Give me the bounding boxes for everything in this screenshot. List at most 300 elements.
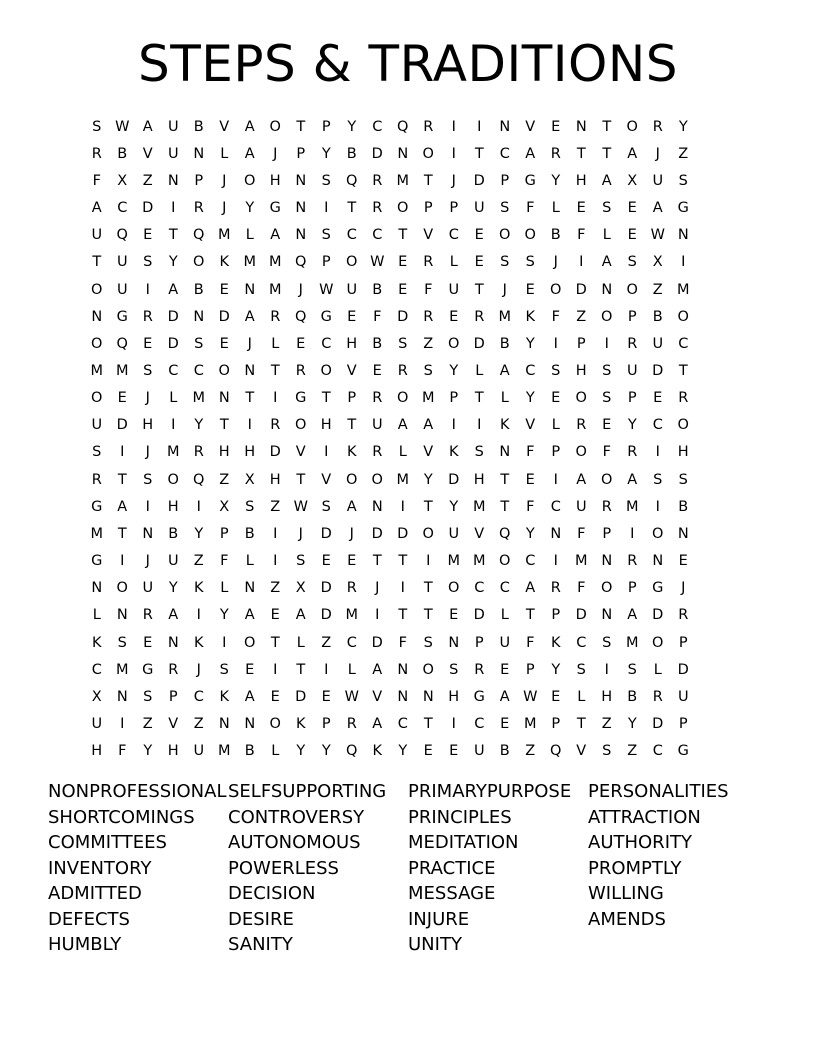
grid-letter: N xyxy=(116,688,128,705)
grid-letter: I xyxy=(400,498,405,515)
grid-letter: L xyxy=(577,688,586,705)
grid-letter: O xyxy=(448,580,460,597)
grid-letter: C xyxy=(525,553,536,570)
grid-letter: R xyxy=(193,444,204,461)
grid-letter: D xyxy=(473,172,485,189)
grid-letter: U xyxy=(473,743,485,760)
grid-letter: O xyxy=(269,716,281,733)
grid-letter: L xyxy=(220,580,229,597)
grid-letter: L xyxy=(449,254,458,271)
grid-letter: P xyxy=(321,716,331,733)
grid-letter: R xyxy=(372,390,383,407)
grid-letter: C xyxy=(448,227,459,244)
grid-letter: D xyxy=(371,145,383,162)
word-column xyxy=(588,779,768,958)
grid-letter: S xyxy=(576,661,586,678)
grid-letter: I xyxy=(451,118,456,135)
grid-letter: E xyxy=(627,200,637,217)
grid-row xyxy=(84,412,696,439)
grid-letter: P xyxy=(551,716,561,733)
grid-letter: D xyxy=(320,580,332,597)
grid-letter: L xyxy=(271,335,280,352)
grid-letter: C xyxy=(678,335,689,352)
grid-letter: B xyxy=(678,498,689,515)
grid-letter: P xyxy=(525,661,535,678)
grid-letter: T xyxy=(602,145,612,162)
word-list-item: COMMITTEES xyxy=(48,832,167,853)
grid-letter: J xyxy=(553,254,558,271)
grid-letter: O xyxy=(346,471,358,488)
grid-letter: P xyxy=(321,254,331,271)
grid-letter: R xyxy=(372,172,383,189)
grid-letter: D xyxy=(677,661,689,678)
grid-letter: B xyxy=(499,743,510,760)
grid-letter: P xyxy=(551,444,561,461)
word-list-item: CONTROVERSY xyxy=(228,806,365,828)
grid-letter: U xyxy=(91,716,103,733)
grid-letter: M xyxy=(676,281,690,298)
grid-letter: S xyxy=(321,172,331,189)
grid-letter: N xyxy=(397,688,409,705)
grid-letter: K xyxy=(448,444,459,461)
grid-letter: M xyxy=(217,743,231,760)
grid-letter: A xyxy=(627,471,638,488)
grid-letter: U xyxy=(193,743,205,760)
grid-letter: D xyxy=(652,362,664,379)
grid-letter: U xyxy=(116,254,128,271)
grid-letter: S xyxy=(321,498,331,515)
grid-letter: T xyxy=(398,607,408,624)
grid-letter: N xyxy=(601,281,613,298)
grid-letter: E xyxy=(551,688,561,705)
grid-letter: W xyxy=(344,688,359,705)
grid-letter: Z xyxy=(270,498,281,515)
grid-letter: K xyxy=(372,743,382,760)
grid-letter: T xyxy=(474,145,484,162)
grid-letter: A xyxy=(372,661,383,678)
grid-letter: C xyxy=(168,362,179,379)
grid-letter: I xyxy=(451,145,456,162)
grid-letter: V xyxy=(295,444,306,461)
grid-letter: F xyxy=(577,525,586,542)
grid-row xyxy=(84,276,696,303)
grid-letter: F xyxy=(373,308,382,325)
grid-letter: Y xyxy=(398,743,408,760)
grid-letter: E xyxy=(347,308,357,325)
grid-letter: A xyxy=(142,118,153,135)
grid-letter: E xyxy=(398,254,408,271)
grid-letter: Q xyxy=(116,227,128,244)
grid-letter: Q xyxy=(550,743,562,760)
grid-letter: L xyxy=(653,661,662,678)
grid-letter: I xyxy=(375,607,380,624)
grid-letter: U xyxy=(116,281,128,298)
grid-letter: U xyxy=(499,634,511,651)
grid-letter: M xyxy=(268,254,282,271)
grid-letter: N xyxy=(142,525,154,542)
grid-letter: Z xyxy=(525,743,536,760)
word-list-item: PRIMARYPURPOSE xyxy=(408,781,572,802)
grid-letter: I xyxy=(477,118,482,135)
grid-letter: Y xyxy=(321,743,331,760)
grid-letter: U xyxy=(91,417,103,434)
grid-letter: N xyxy=(91,580,103,597)
grid-letter: G xyxy=(295,390,307,407)
grid-letter: L xyxy=(500,390,509,407)
grid-row xyxy=(84,629,696,656)
grid-letter: Y xyxy=(525,525,535,542)
grid-letter: I xyxy=(324,200,329,217)
grid-letter: A xyxy=(244,688,255,705)
grid-letter: R xyxy=(142,308,153,325)
grid-letter: R xyxy=(627,335,638,352)
grid-row xyxy=(84,656,696,683)
grid-letter: I xyxy=(171,417,176,434)
grid-letter: R xyxy=(142,607,153,624)
grid-letter: T xyxy=(168,227,178,244)
word-list-item: WILLING xyxy=(588,883,664,904)
grid-letter: C xyxy=(117,200,128,217)
grid-letter: S xyxy=(321,227,331,244)
grid-letter: T xyxy=(270,634,280,651)
grid-letter: G xyxy=(677,743,689,760)
grid-letter: R xyxy=(550,145,561,162)
grid-letter: N xyxy=(448,634,460,651)
grid-letter: S xyxy=(143,362,153,379)
grid-letter: H xyxy=(473,471,485,488)
grid-letter: U xyxy=(167,145,179,162)
grid-letter: F xyxy=(577,580,586,597)
grid-letter: C xyxy=(550,498,561,515)
grid-letter: W xyxy=(523,688,538,705)
grid-letter: I xyxy=(120,716,125,733)
grid-letter: V xyxy=(372,688,383,705)
grid-letter: D xyxy=(575,607,587,624)
grid-letter: M xyxy=(90,362,103,379)
grid-letter: E xyxy=(525,281,535,298)
grid-letter: A xyxy=(168,281,179,298)
grid-letter: U xyxy=(677,688,689,705)
word-list-item: MEDITATION xyxy=(408,832,519,853)
word-list-item: SELFSUPPORTING xyxy=(228,781,387,802)
grid-letter: P xyxy=(678,716,688,733)
grid-letter: K xyxy=(219,688,229,705)
grid-letter: E xyxy=(270,607,280,624)
grid-letter: S xyxy=(143,471,153,488)
grid-letter: L xyxy=(475,362,484,379)
grid-letter: T xyxy=(525,607,535,624)
grid-letter: R xyxy=(193,200,204,217)
grid-letter: P xyxy=(423,200,433,217)
grid-letter: B xyxy=(117,145,128,162)
grid-letter: X xyxy=(219,498,230,515)
grid-letter: O xyxy=(244,172,256,189)
grid-letter: W xyxy=(115,118,130,135)
grid-letter: S xyxy=(602,362,612,379)
grid-letter: Y xyxy=(423,471,433,488)
grid-letter: S xyxy=(449,661,459,678)
grid-letter: B xyxy=(652,308,663,325)
grid-letter: O xyxy=(575,390,587,407)
grid-letter: R xyxy=(474,661,485,678)
grid-letter: U xyxy=(448,525,460,542)
grid-letter: T xyxy=(296,471,306,488)
grid-letter: I xyxy=(630,525,635,542)
grid-letter: C xyxy=(372,118,383,135)
grid-letter: D xyxy=(575,281,587,298)
grid-letter: P xyxy=(449,200,459,217)
grid-letter: A xyxy=(117,498,128,515)
grid-letter: N xyxy=(499,118,511,135)
grid-letter: A xyxy=(244,118,255,135)
grid-letter: Y xyxy=(449,362,459,379)
grid-letter: Q xyxy=(346,743,358,760)
grid-letter: E xyxy=(219,335,229,352)
grid-letter: C xyxy=(652,417,663,434)
word-list-item: PROMPTLY xyxy=(588,857,682,879)
grid-letter: S xyxy=(245,498,255,515)
grid-letter: T xyxy=(347,200,357,217)
grid-letter: V xyxy=(142,145,153,162)
grid-letter: S xyxy=(500,254,510,271)
grid-letter: N xyxy=(295,200,307,217)
grid-letter: I xyxy=(477,417,482,434)
grid-letter: O xyxy=(677,308,689,325)
grid-letter: I xyxy=(426,553,431,570)
grid-letter: N xyxy=(422,688,434,705)
grid-letter: H xyxy=(448,688,460,705)
grid-letter: D xyxy=(473,607,485,624)
grid-letter: Q xyxy=(295,254,307,271)
grid-letter: L xyxy=(92,607,101,624)
grid-letter: H xyxy=(218,444,230,461)
grid-letter: N xyxy=(193,145,205,162)
grid-letter: N xyxy=(193,308,205,325)
word-list xyxy=(48,779,768,958)
grid-letter: H xyxy=(142,417,154,434)
grid-letter: B xyxy=(372,281,383,298)
page-title: STEPS & TRADITIONS xyxy=(137,35,679,93)
grid-letter: S xyxy=(602,743,612,760)
word-column xyxy=(408,779,588,958)
grid-letter: O xyxy=(677,417,689,434)
grid-letter: I xyxy=(273,525,278,542)
grid-letter: K xyxy=(219,254,229,271)
grid-letter: R xyxy=(270,308,281,325)
grid-letter: Y xyxy=(551,172,561,189)
grid-letter: R xyxy=(550,580,561,597)
word-list-item: PERSONALITIES xyxy=(588,781,729,802)
grid-letter: H xyxy=(269,172,281,189)
grid-letter: C xyxy=(91,661,102,678)
grid-letter: O xyxy=(244,634,256,651)
grid-letter: L xyxy=(169,390,178,407)
grid-letter: R xyxy=(423,118,434,135)
grid-letter: J xyxy=(222,200,227,217)
grid-letter: I xyxy=(273,661,278,678)
grid-letter: Y xyxy=(168,254,178,271)
grid-letter: Q xyxy=(193,471,205,488)
word-list-item: INJURE xyxy=(408,908,470,930)
word-list-item: DEFECTS xyxy=(48,908,130,930)
grid-letter: B xyxy=(168,525,179,542)
grid-letter: T xyxy=(423,580,433,597)
grid-letter: S xyxy=(678,471,688,488)
grid-letter: I xyxy=(171,200,176,217)
grid-letter: O xyxy=(575,444,587,461)
grid-letter: R xyxy=(423,254,434,271)
grid-letter: U xyxy=(652,172,664,189)
word-column xyxy=(48,779,228,958)
grid-letter: H xyxy=(346,335,358,352)
grid-letter: B xyxy=(499,335,510,352)
grid-letter: T xyxy=(423,498,433,515)
grid-letter: K xyxy=(91,634,102,651)
grid-letter: O xyxy=(422,525,434,542)
grid-letter: D xyxy=(167,335,179,352)
grid-letter: J xyxy=(375,580,380,597)
grid-letter: A xyxy=(601,172,612,189)
grid-letter: I xyxy=(655,498,660,515)
grid-letter: V xyxy=(474,525,485,542)
grid-letter: T xyxy=(500,498,510,515)
grid-letter: U xyxy=(346,281,358,298)
grid-letter: Y xyxy=(551,661,561,678)
grid-letter: Y xyxy=(321,145,331,162)
grid-letter: N xyxy=(499,444,511,461)
grid-letter: N xyxy=(677,227,689,244)
grid-letter: E xyxy=(270,688,280,705)
grid-letter: R xyxy=(627,444,638,461)
grid-letter: J xyxy=(502,281,507,298)
grid-letter: E xyxy=(500,716,510,733)
grid-letter: N xyxy=(295,227,307,244)
grid-letter: K xyxy=(346,444,357,461)
grid-letter: N xyxy=(167,634,179,651)
grid-letter: W xyxy=(370,254,385,271)
grid-letter: F xyxy=(118,743,127,760)
grid-letter: G xyxy=(473,688,485,705)
grid-letter: S xyxy=(423,634,433,651)
grid-letter: P xyxy=(678,634,688,651)
grid-letter: D xyxy=(218,308,230,325)
grid-letter: P xyxy=(449,390,459,407)
grid-letter: I xyxy=(120,553,125,570)
grid-letter: F xyxy=(551,308,560,325)
grid-letter: R xyxy=(652,118,663,135)
grid-letter: A xyxy=(423,417,434,434)
grid-letter: R xyxy=(601,498,612,515)
grid-row xyxy=(84,710,696,737)
grid-letter: M xyxy=(498,308,511,325)
grid-letter: S xyxy=(92,118,102,135)
grid-letter: D xyxy=(397,308,409,325)
grid-letter: D xyxy=(116,417,128,434)
grid-letter: L xyxy=(347,661,356,678)
word-list-item: ATTRACTION xyxy=(588,806,701,828)
grid-letter: I xyxy=(553,553,558,570)
grid-letter: D xyxy=(167,308,179,325)
grid-letter: I xyxy=(196,607,201,624)
grid-letter: E xyxy=(143,227,153,244)
grid-letter: N xyxy=(601,553,613,570)
grid-letter: Q xyxy=(499,525,511,542)
grid-letter: P xyxy=(576,335,586,352)
grid-letter: Y xyxy=(194,525,204,542)
grid-letter: R xyxy=(423,308,434,325)
grid-letter: H xyxy=(91,743,103,760)
grid-letter: B xyxy=(346,145,357,162)
grid-letter: Y xyxy=(525,390,535,407)
grid-letter: D xyxy=(652,607,664,624)
grid-letter: G xyxy=(652,580,664,597)
grid-letter: N xyxy=(244,362,256,379)
grid-letter: U xyxy=(371,417,383,434)
grid-letter: D xyxy=(142,200,154,217)
grid-letter: T xyxy=(678,362,688,379)
grid-letter: E xyxy=(627,227,637,244)
grid-letter: J xyxy=(349,525,354,542)
grid-letter: P xyxy=(474,634,484,651)
grid-letter: H xyxy=(167,498,179,515)
grid-letter: Y xyxy=(219,607,229,624)
grid-letter: N xyxy=(244,580,256,597)
grid-letter: N xyxy=(601,607,613,624)
grid-letter: V xyxy=(168,716,179,733)
word-list-item: INVENTORY xyxy=(48,857,152,879)
grid-letter: A xyxy=(244,308,255,325)
grid-letter: T xyxy=(245,390,255,407)
grid-letter: B xyxy=(244,525,255,542)
grid-letter: T xyxy=(92,254,102,271)
grid-letter: V xyxy=(346,362,357,379)
grid-letter: J xyxy=(222,172,227,189)
grid-letter: I xyxy=(451,417,456,434)
grid-letter: S xyxy=(474,444,484,461)
word-column xyxy=(228,779,408,958)
grid-letter: Q xyxy=(346,172,358,189)
word-list-item: SHORTCOMINGS xyxy=(48,806,195,828)
grid-letter: I xyxy=(145,281,150,298)
grid-letter: N xyxy=(397,661,409,678)
grid-letter: V xyxy=(321,471,332,488)
grid-letter: F xyxy=(398,634,407,651)
grid-letter: N xyxy=(371,498,383,515)
grid-letter: P xyxy=(627,580,637,597)
grid-letter: Y xyxy=(194,417,204,434)
grid-letter: P xyxy=(627,390,637,407)
grid-letter: Y xyxy=(525,335,535,352)
grid-letter: R xyxy=(678,607,689,624)
grid-row xyxy=(84,357,696,384)
grid-letter: F xyxy=(526,498,535,515)
grid-letter: P xyxy=(168,688,178,705)
grid-letter: M xyxy=(574,553,588,570)
grid-letter: U xyxy=(652,335,664,352)
grid-letter: R xyxy=(576,417,587,434)
grid-letter: G xyxy=(91,553,103,570)
grid-letter: Z xyxy=(270,580,281,597)
grid-letter: J xyxy=(655,145,660,162)
grid-letter: R xyxy=(91,145,102,162)
grid-letter: M xyxy=(625,498,639,515)
grid-letter: A xyxy=(346,498,357,515)
grid-letter: V xyxy=(423,444,434,461)
grid-letter: O xyxy=(550,281,562,298)
grid-letter: E xyxy=(372,362,382,379)
grid-letter: Y xyxy=(245,200,255,217)
grid-letter: C xyxy=(652,743,663,760)
